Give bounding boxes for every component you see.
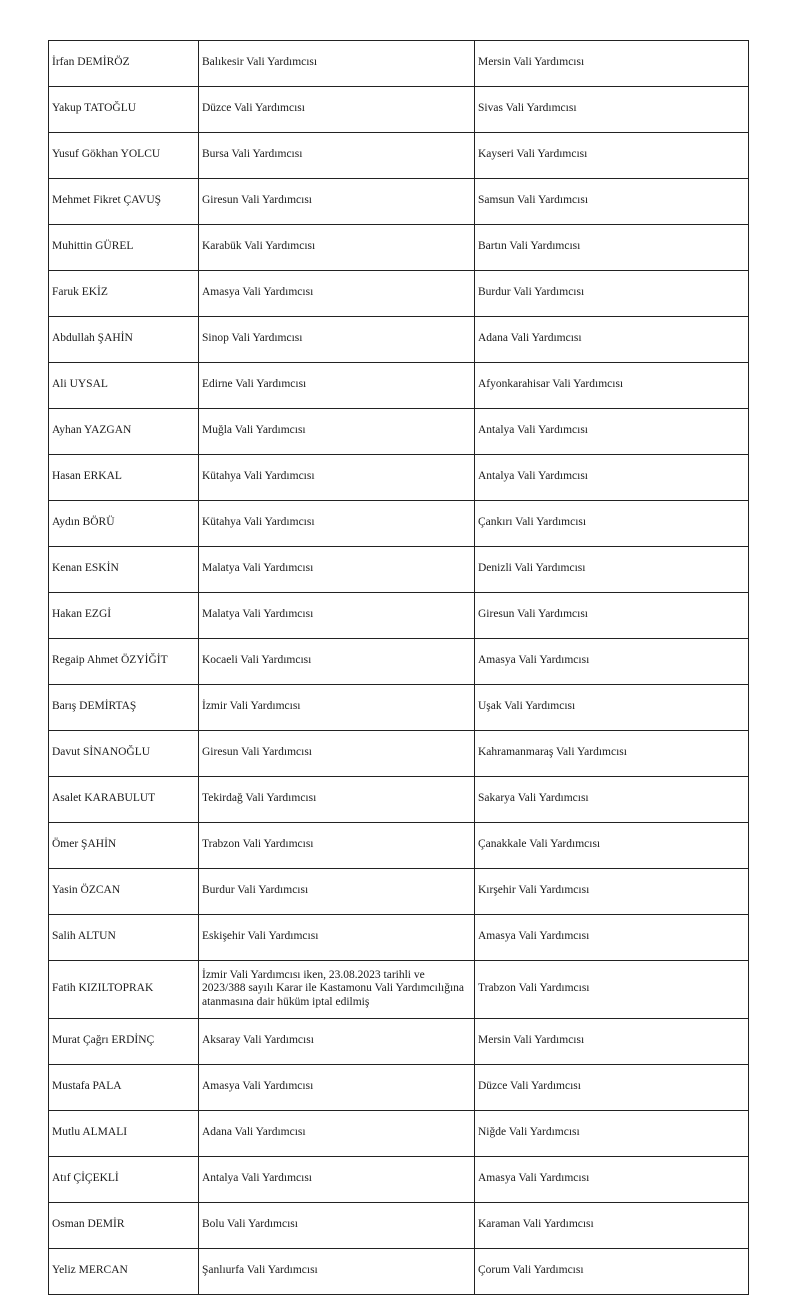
person-name: Faruk EKİZ: [49, 271, 199, 317]
new-position: Amasya Vali Yardımcısı: [475, 639, 749, 685]
appointment-list-page: [48, 40, 748, 1295]
table-row: [49, 685, 749, 731]
current-position: İzmir Vali Yardımcısı iken, 23.08.2023 tarihli ve 2023/388 sayılı Karar ile Kastamonu Vali Yardımcılığına atanmasına dair hüküm iptal edilmiş: [199, 961, 475, 1019]
current-position: Antalya Vali Yardımcısı: [199, 1157, 475, 1203]
table-row: [49, 225, 749, 271]
person-name: Kenan ESKİN: [49, 547, 199, 593]
person-name: Regaip Ahmet ÖZYİĞİT: [49, 639, 199, 685]
table-row: [49, 455, 749, 501]
new-position: Samsun Vali Yardımcısı: [475, 179, 749, 225]
new-position: Karaman Vali Yardımcısı: [475, 1203, 749, 1249]
person-name: Osman DEMİR: [49, 1203, 199, 1249]
person-name: Hakan EZGİ: [49, 593, 199, 639]
new-position: Uşak Vali Yardımcısı: [475, 685, 749, 731]
new-position: Giresun Vali Yardımcısı: [475, 593, 749, 639]
new-position: Denizli Vali Yardımcısı: [475, 547, 749, 593]
new-position: Sivas Vali Yardımcısı: [475, 87, 749, 133]
current-position: Karabük Vali Yardımcısı: [199, 225, 475, 271]
current-position: Balıkesir Vali Yardımcısı: [199, 41, 475, 87]
current-position: Malatya Vali Yardımcısı: [199, 593, 475, 639]
person-name: Yakup TATOĞLU: [49, 87, 199, 133]
new-position: Mersin Vali Yardımcısı: [475, 1019, 749, 1065]
current-position: Amasya Vali Yardımcısı: [199, 271, 475, 317]
person-name: Mehmet Fikret ÇAVUŞ: [49, 179, 199, 225]
current-position: Aksaray Vali Yardımcısı: [199, 1019, 475, 1065]
current-position: Sinop Vali Yardımcısı: [199, 317, 475, 363]
new-position: Çorum Vali Yardımcısı: [475, 1249, 749, 1295]
new-position: Kayseri Vali Yardımcısı: [475, 133, 749, 179]
current-position: Edirne Vali Yardımcısı: [199, 363, 475, 409]
table-row: [49, 41, 749, 87]
appointment-table-body: [49, 41, 749, 1295]
person-name: Barış DEMİRTAŞ: [49, 685, 199, 731]
person-name: Ali UYSAL: [49, 363, 199, 409]
new-position: Amasya Vali Yardımcısı: [475, 915, 749, 961]
new-position: Düzce Vali Yardımcısı: [475, 1065, 749, 1111]
current-position: Trabzon Vali Yardımcısı: [199, 823, 475, 869]
person-name: Yasin ÖZCAN: [49, 869, 199, 915]
table-row: [49, 1019, 749, 1065]
new-position: Kahramanmaraş Vali Yardımcısı: [475, 731, 749, 777]
table-row: [49, 363, 749, 409]
table-row: [49, 271, 749, 317]
person-name: Yeliz MERCAN: [49, 1249, 199, 1295]
person-name: Yusuf Gökhan YOLCU: [49, 133, 199, 179]
person-name: Ayhan YAZGAN: [49, 409, 199, 455]
new-position: Bartın Vali Yardımcısı: [475, 225, 749, 271]
current-position: Amasya Vali Yardımcısı: [199, 1065, 475, 1111]
table-row: [49, 823, 749, 869]
new-position: Çankırı Vali Yardımcısı: [475, 501, 749, 547]
table-row: [49, 961, 749, 1019]
table-row: [49, 593, 749, 639]
table-row: [49, 639, 749, 685]
table-row: [49, 501, 749, 547]
table-row: [49, 1065, 749, 1111]
current-position: Burdur Vali Yardımcısı: [199, 869, 475, 915]
current-position: Giresun Vali Yardımcısı: [199, 179, 475, 225]
new-position: Burdur Vali Yardımcısı: [475, 271, 749, 317]
new-position: Amasya Vali Yardımcısı: [475, 1157, 749, 1203]
new-position: Afyonkarahisar Vali Yardımcısı: [475, 363, 749, 409]
person-name: Salih ALTUN: [49, 915, 199, 961]
current-position: Kütahya Vali Yardımcısı: [199, 455, 475, 501]
table-row: [49, 915, 749, 961]
new-position: Trabzon Vali Yardımcısı: [475, 961, 749, 1019]
new-position: Antalya Vali Yardımcısı: [475, 409, 749, 455]
table-row: [49, 409, 749, 455]
current-position: Bolu Vali Yardımcısı: [199, 1203, 475, 1249]
person-name: Mustafa PALA: [49, 1065, 199, 1111]
person-name: Atıf ÇİÇEKLİ: [49, 1157, 199, 1203]
current-position: Adana Vali Yardımcısı: [199, 1111, 475, 1157]
table-row: [49, 179, 749, 225]
current-position: Muğla Vali Yardımcısı: [199, 409, 475, 455]
table-row: [49, 1249, 749, 1295]
current-position: Giresun Vali Yardımcısı: [199, 731, 475, 777]
person-name: Davut SİNANOĞLU: [49, 731, 199, 777]
table-row: [49, 87, 749, 133]
table-row: [49, 869, 749, 915]
current-position: Eskişehir Vali Yardımcısı: [199, 915, 475, 961]
new-position: Adana Vali Yardımcısı: [475, 317, 749, 363]
person-name: Hasan ERKAL: [49, 455, 199, 501]
current-position: Şanlıurfa Vali Yardımcısı: [199, 1249, 475, 1295]
person-name: Ömer ŞAHİN: [49, 823, 199, 869]
current-position: Kocaeli Vali Yardımcısı: [199, 639, 475, 685]
table-row: [49, 133, 749, 179]
new-position: Kırşehir Vali Yardımcısı: [475, 869, 749, 915]
person-name: Mutlu ALMALI: [49, 1111, 199, 1157]
person-name: Aydın BÖRÜ: [49, 501, 199, 547]
person-name: Abdullah ŞAHİN: [49, 317, 199, 363]
current-position: İzmir Vali Yardımcısı: [199, 685, 475, 731]
person-name: İrfan DEMİRÖZ: [49, 41, 199, 87]
person-name: Muhittin GÜREL: [49, 225, 199, 271]
new-position: Sakarya Vali Yardımcısı: [475, 777, 749, 823]
new-position: Niğde Vali Yardımcısı: [475, 1111, 749, 1157]
new-position: Çanakkale Vali Yardımcısı: [475, 823, 749, 869]
person-name: Murat Çağrı ERDİNÇ: [49, 1019, 199, 1065]
table-row: [49, 547, 749, 593]
table-row: [49, 1203, 749, 1249]
table-row: [49, 317, 749, 363]
current-position: Malatya Vali Yardımcısı: [199, 547, 475, 593]
current-position: Bursa Vali Yardımcısı: [199, 133, 475, 179]
table-row: [49, 1157, 749, 1203]
new-position: Mersin Vali Yardımcısı: [475, 41, 749, 87]
table-row: [49, 731, 749, 777]
current-position: Tekirdağ Vali Yardımcısı: [199, 777, 475, 823]
table-row: [49, 1111, 749, 1157]
current-position: Kütahya Vali Yardımcısı: [199, 501, 475, 547]
new-position: Antalya Vali Yardımcısı: [475, 455, 749, 501]
person-name: Fatih KIZILTOPRAK: [49, 961, 199, 1019]
current-position: Düzce Vali Yardımcısı: [199, 87, 475, 133]
table-row: [49, 777, 749, 823]
appointment-table: [48, 40, 749, 1295]
person-name: Asalet KARABULUT: [49, 777, 199, 823]
